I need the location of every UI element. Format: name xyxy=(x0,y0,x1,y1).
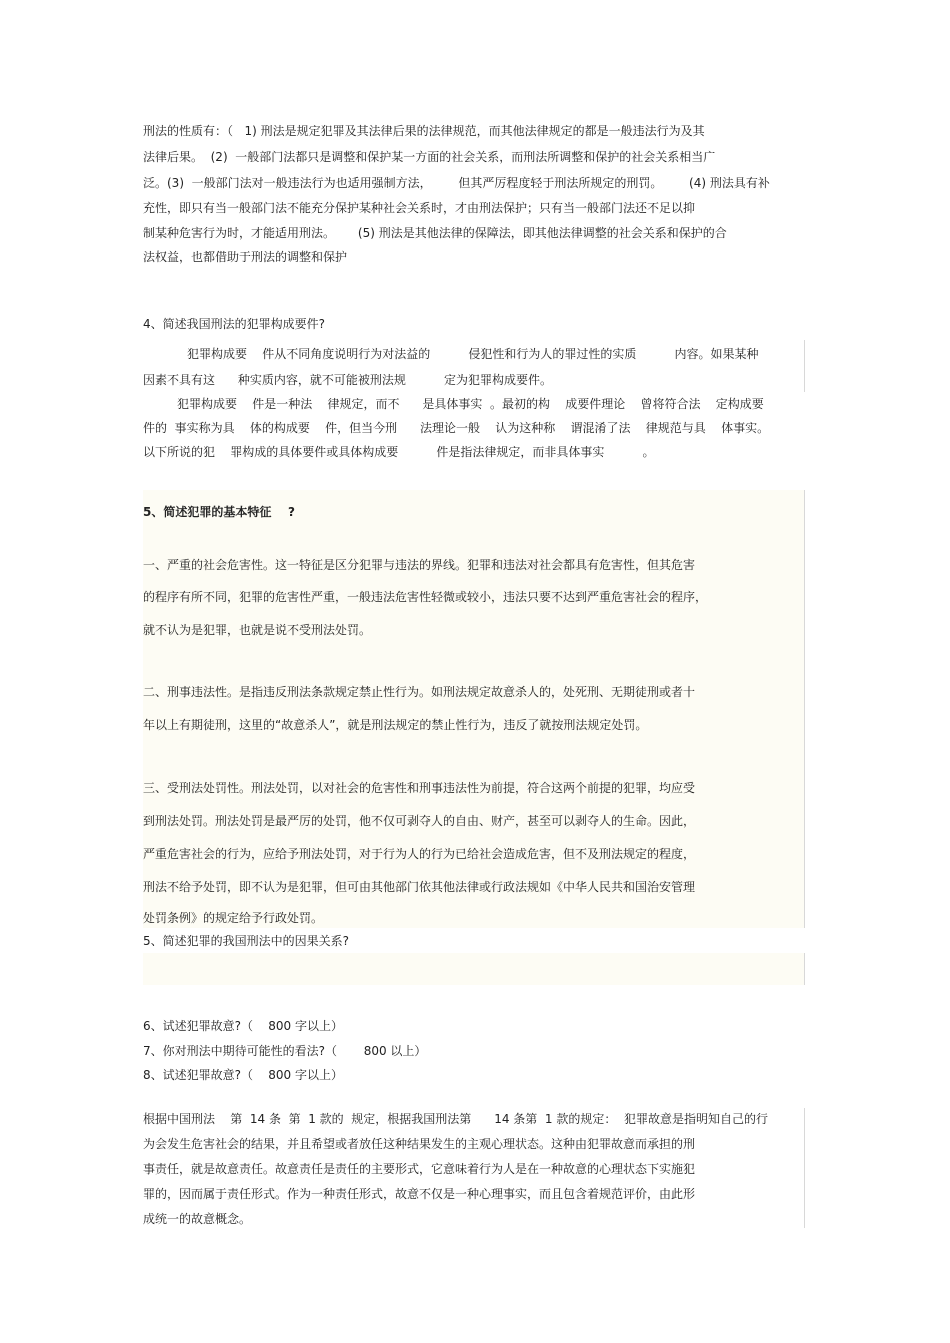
text-line: 法权益，也都借助于刑法的调整和保护 xyxy=(143,250,348,264)
text-line: 件的 事实称为具 体的构成要 件，但当今刑 法理论一般 认为这种称 谓混淆了法 律规范与具 体事实。 xyxy=(143,421,770,435)
text-line: 成统一的故意概念。 xyxy=(143,1212,252,1226)
q5b-answer-box xyxy=(143,953,805,985)
text-line: 以下所说的犯 罪构成的具体要件或具体构成要 件是指法律规定，而非具体事实 。 xyxy=(143,445,655,459)
text-line: 因素不具有这 种实质内容，就不可能被刑法规 定为犯罪构成要件。 xyxy=(143,373,553,387)
text-line: 刑法不给予处罚，即不认为是犯罪，但可由其他部门依其他法律或行政法规如《中华人民共和国治安管理 xyxy=(143,880,696,894)
text-line: 根据中国刑法 第 14 条 第 1 款的 规定，根据我国刑法第 14 条第 1 款的规定： 犯罪故意是指明知自己的行 xyxy=(143,1112,768,1126)
text-line: 年以上有期徒刑，这里的“故意杀人”，就是刑法规定的禁止性行为，违反了就按刑法规定处罚。 xyxy=(143,718,648,732)
text-line: 法律后果。 (2) 一般部门法都只是调整和保护某一方面的社会关系，而刑法所调整和保护的社会关系相当广 xyxy=(143,150,716,164)
text-line: 处罚条例》的规定给予行政处罚。 xyxy=(143,911,324,925)
text-line: 二、刑事违法性。是指违反刑法条款规定禁止性行为。如刑法规定故意杀人的，处死刑、无期徒刑或者十 xyxy=(143,685,696,699)
q8-box-border xyxy=(804,1108,805,1228)
text-line: 严重危害社会的行为，应给予刑法处罚，对于行为人的行为已给社会造成危害，但不及刑法规定的程度， xyxy=(143,847,696,861)
question-title: 6、试述犯罪故意?（ 800 字以上） xyxy=(143,1019,343,1033)
text-line: 犯罪构成要 件从不同角度说明行为对法益的 侵犯性和行为人的罪过性的实质 内容。如果某种 xyxy=(187,347,759,361)
q5-box-border xyxy=(804,490,805,928)
text-line: 三、受刑法处罚性。刑法处罚，以对社会的危害性和刑事违法性为前提，符合这两个前提的犯罪，均应受 xyxy=(143,781,696,795)
text-line: 刑法的性质有：（ 1) 刑法是规定犯罪及其法律后果的法律规范，而其他法律规定的都是一般违法行为及其 xyxy=(143,124,705,138)
question-title: 5、简述犯罪的基本特征 ? xyxy=(143,505,296,519)
q5-answer-box xyxy=(143,490,805,928)
text-line: 泛。(3) 一般部门法对一般违法行为也适用强制方法， 但其严厉程度轻于刑法所规定的刑罚。 (4) 刑法具有补 xyxy=(143,176,770,190)
text-line: 事责任，就是故意责任。故意责任是责任的主要形式，它意味着行为人是在一种故意的心理状态下实施犯 xyxy=(143,1162,696,1176)
text-line: 为会发生危害社会的结果，并且希望或者放任这种结果发生的主观心理状态。这种由犯罪故意而承担的刑 xyxy=(143,1137,696,1151)
q4-box-border xyxy=(804,340,805,392)
text-line: 罪的，因而属于责任形式。作为一种责任形式，故意不仅是一种心理事实，而且包含着规范评价，由此形 xyxy=(143,1187,696,1201)
question-title: 5、简述犯罪的我国刑法中的因果关系? xyxy=(143,934,350,948)
question-title: 8、试述犯罪故意?（ 800 字以上） xyxy=(143,1068,343,1082)
question-title: 7、你对刑法中期待可能性的看法?（ 800 以上） xyxy=(143,1044,427,1058)
text-line: 制某种危害行为时，才能适用刑法。 (5) 刑法是其他法律的保障法，即其他法律调整的社会关系和保护的合 xyxy=(143,226,727,240)
text-line: 就不认为是犯罪，也就是说不受刑法处罚。 xyxy=(143,623,372,637)
question-title: 4、简述我国刑法的犯罪构成要件? xyxy=(143,317,326,331)
q5b-box-border xyxy=(804,953,805,985)
text-line: 一、严重的社会危害性。这一特征是区分犯罪与违法的界线。犯罪和违法对社会都具有危害性，但其危害 xyxy=(143,558,696,572)
text-line: 的程序有所不同，犯罪的危害性严重，一般违法危害性轻微或较小，违法只要不达到严重危害社会的程序， xyxy=(143,590,708,604)
text-line: 到刑法处罚。刑法处罚是最严厉的处罚，他不仅可剥夺人的自由、财产，甚至可以剥夺人的生命。因此， xyxy=(143,814,696,828)
text-line: 充性，即只有当一般部门法不能充分保护某种社会关系时，才由刑法保护；只有当一般部门法还不足以抑 xyxy=(143,201,696,215)
text-line: 犯罪构成要 件是一种法 律规定，而不 是具体事实 。最初的构 成要件理论 曾将符合法 定构成要 xyxy=(177,397,764,411)
